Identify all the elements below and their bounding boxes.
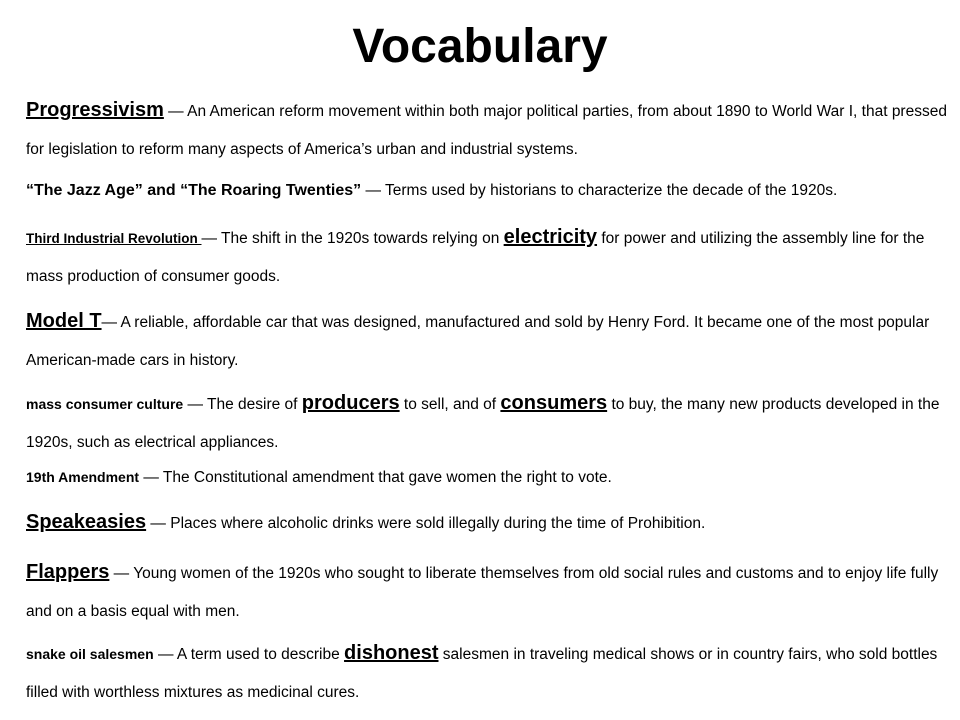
page-title: Vocabulary <box>352 20 608 73</box>
separator: — <box>146 515 171 532</box>
term-progressivism: Progressivism <box>26 99 164 121</box>
keyword-electricity: electricity <box>503 226 598 248</box>
definition: to sell, and of <box>399 396 501 413</box>
definition: The desire of <box>207 396 302 413</box>
entry-snake-oil-salesmen <box>26 634 950 712</box>
term-third-industrial-revolution: Third Industrial Revolution <box>26 231 202 246</box>
term-snake-oil-salesmen: snake oil salesmen <box>26 646 154 662</box>
entry-speakeasies <box>26 503 950 543</box>
separator: — <box>183 396 208 413</box>
definition: The Constitutional amendment that gave women the right to vote. <box>162 469 612 486</box>
term-model-t: Model T <box>26 310 102 332</box>
definition: A term used to describe <box>176 646 345 663</box>
term-speakeasies: Speakeasies <box>26 511 147 533</box>
term-jazz-age: “The Jazz Age” and “The Roaring Twenties” <box>26 182 362 199</box>
separator: — <box>109 565 134 582</box>
separator: — <box>201 230 222 247</box>
definition: The shift in the 1920s towards relying on <box>221 230 504 247</box>
definition: Places where alcoholic drinks were sold illegally during the time of Prohibition. <box>170 515 706 532</box>
separator: — <box>153 646 177 663</box>
entry-jazz-age <box>26 172 950 210</box>
entry-model-t <box>26 302 950 380</box>
entry-mass-consumer-culture <box>26 384 950 462</box>
definition: Young women of the 1920s who sought to liberate themselves from old social rules and customs and to enjoy life fully and on a basis equal with men. <box>26 565 939 620</box>
definition: to buy, the many new products developed in the 1920s, such as electrical appliances. <box>26 396 940 451</box>
keyword-dishonest: dishonest <box>344 642 439 664</box>
definition: for power and utilizing the assembly line for the mass production of consumer goods. <box>26 230 925 285</box>
definition: An American reform movement within both major political parties, from about 1890 to World War I, that pressed for legislation to reform many aspects of America’s urban and industrial systems. <box>26 103 947 158</box>
definition: salesmen in traveling medical shows or in country fairs, who sold bottles filled with worthless mixtures as medicinal cures. <box>26 646 938 701</box>
entry-progressivism <box>26 91 950 169</box>
separator: — <box>139 469 163 486</box>
separator: — <box>361 182 385 199</box>
entry-third-industrial-revolution <box>26 218 950 296</box>
separator: — <box>101 314 121 331</box>
definition: A reliable, affordable car that was designed, manufactured and sold by Henry Ford. It became one of the most popular American-made cars in history. <box>26 314 930 369</box>
entry-flappers <box>26 553 950 631</box>
separator: — <box>163 103 188 120</box>
term-19th-amendment: 19th Amendment <box>26 469 140 485</box>
keyword-producers: producers <box>301 392 400 414</box>
term-mass-consumer-culture: mass consumer culture <box>26 396 184 412</box>
definition: Terms used by historians to characterize the decade of the 1920s. <box>385 182 838 199</box>
keyword-consumers: consumers <box>500 392 608 414</box>
entry-19th-amendment <box>26 458 950 497</box>
term-flappers: Flappers <box>26 561 110 583</box>
